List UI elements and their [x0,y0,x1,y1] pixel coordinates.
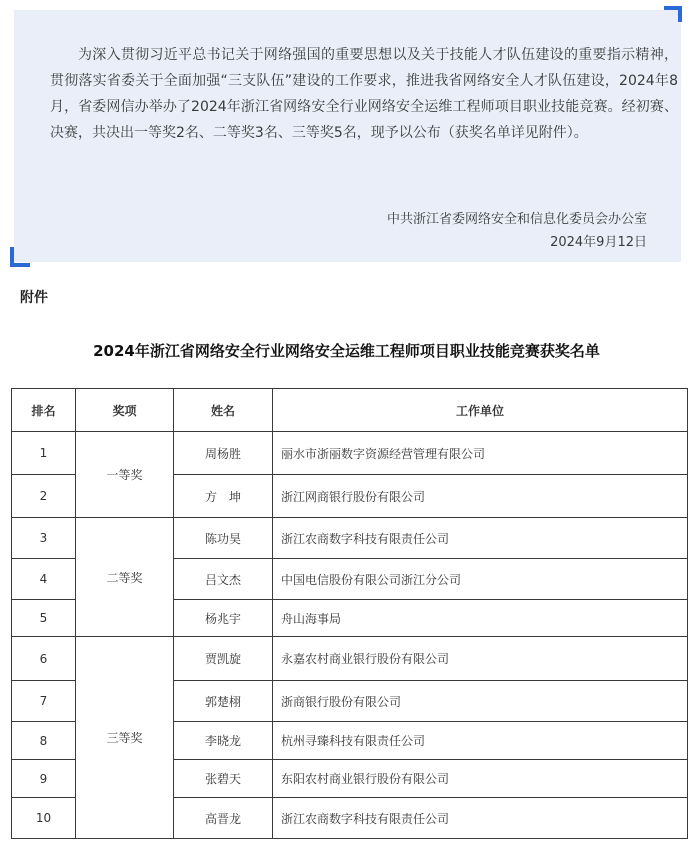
rank-cell: 4 [12,559,76,600]
unit-cell: 东阳农村商业银行股份有限公司 [273,760,688,798]
name-cell: 方 坤 [174,475,273,518]
award-cell: 一等奖 [76,432,174,518]
signature-org: 中共浙江省委网络安全和信息化委员会办公室 [386,212,647,227]
header-name: 姓名 [174,389,273,432]
notice-box [14,10,681,262]
header-rank: 排名 [12,389,76,432]
rank-cell: 6 [12,637,76,681]
unit-cell: 浙江农商数字科技有限责任公司 [273,798,688,839]
unit-cell: 永嘉农村商业银行股份有限公司 [273,637,688,681]
header-award: 奖项 [76,389,174,432]
unit-cell: 浙江网商银行股份有限公司 [273,475,688,518]
table-header-row [12,389,688,432]
rank-cell: 2 [12,475,76,518]
rank-cell: 5 [12,600,76,637]
name-cell: 贾凯旋 [174,637,273,681]
table-row [12,637,688,681]
table-row [12,432,688,475]
corner-accent-bottom-left [10,263,30,267]
name-cell: 周杨胜 [174,432,273,475]
rank-cell: 1 [12,432,76,475]
unit-cell: 浙商银行股份有限公司 [273,681,688,722]
name-cell: 吕文杰 [174,559,273,600]
rank-cell: 10 [12,798,76,839]
unit-cell: 舟山海事局 [273,600,688,637]
rank-cell: 3 [12,518,76,559]
header-unit: 工作单位 [273,389,688,432]
name-cell: 高晋龙 [174,798,273,839]
corner-accent-top-right [664,6,682,10]
unit-cell: 中国电信股份有限公司浙江分公司 [273,559,688,600]
rank-cell: 9 [12,760,76,798]
unit-cell: 杭州寻臻科技有限责任公司 [273,722,688,760]
name-cell: 李晓龙 [174,722,273,760]
unit-cell: 浙江农商数字科技有限责任公司 [273,518,688,559]
table-body [12,432,688,839]
rank-cell: 8 [12,722,76,760]
award-cell: 三等奖 [76,637,174,839]
signature-date: 2024年9月12日 [550,235,647,250]
notice-paragraph: 为深入贯彻习近平总书记关于网络强国的重要思想以及关于技能人才队伍建设的重要指示精神，贯彻落实省委关于全面加强“三支队伍”建设的工作要求，推进我省网络安全人才队伍建设，2024年8月，省委网信办举办了2024年浙江省网络安全行业网络安全运维工程师项目职业技能竞赛。经初赛、决赛，共决出一等奖2名、二等奖3名、三等奖5名，现予以公布（获奖名单详见附件）。 [50,47,678,141]
rank-cell: 7 [12,681,76,722]
table-title: 2024年浙江省网络安全行业网络安全运维工程师项目职业技能竞赛获奖名单 [93,342,600,360]
name-cell: 郭楚栩 [174,681,273,722]
awards-table [11,388,688,839]
attachment-label: 附件 [20,290,48,306]
name-cell: 张碧天 [174,760,273,798]
unit-cell: 丽水市浙丽数字资源经营管理有限公司 [273,432,688,475]
table-row [12,518,688,559]
name-cell: 杨兆宇 [174,600,273,637]
name-cell: 陈功昊 [174,518,273,559]
award-cell: 二等奖 [76,518,174,637]
